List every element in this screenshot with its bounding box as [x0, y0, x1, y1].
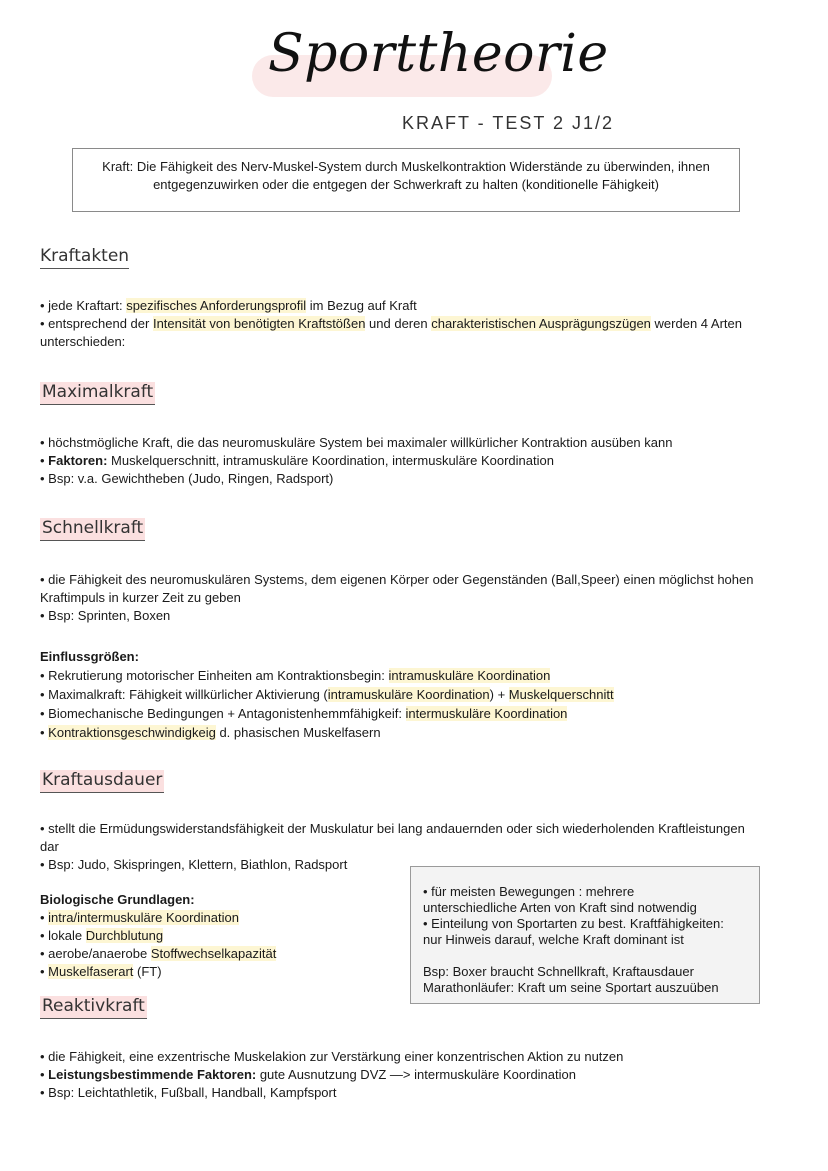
definition-line-1: Kraft: Die Fähigkeit des Nerv-Muskel-System durch Muskelkontraktion Widerstände zu überwinden, ihnen: [102, 159, 710, 174]
list-item: • die Fähigkeit des neuromuskulären Systems, dem eigenen Körper oder Gegenständen (Ball,Speer) einen möglichst hohen: [40, 572, 754, 587]
section-schnellkraft: [40, 518, 145, 538]
note-line: Bsp: Boxer braucht Schnellkraft, Kraftausdauer: [423, 964, 694, 979]
section-maximalkraft: [40, 382, 155, 402]
note-line: • Einteilung von Sportarten zu best. Kraftfähigkeiten:: [423, 916, 724, 931]
note-box: [410, 866, 760, 1004]
sub-heading: Einflussgrößen:: [40, 649, 139, 664]
list-item: • Rekrutierung motorischer Einheiten am Kontraktionsbegin: intramuskuläre Koordination: [40, 668, 551, 683]
list-item-continuation: Kraftimpuls in kurzer Zeit zu geben: [40, 590, 241, 605]
list-item: • stellt die Ermüdungswiderstandsfähigkeit der Muskulatur bei lang andauernden oder sich wiederholenden Kraftleistungen: [40, 821, 745, 836]
list-item: • Bsp: v.a. Gewichtheben (Judo, Ringen, Radsport): [40, 471, 334, 486]
list-item: • aerobe/anaerobe Stoffwechselkapazität: [40, 946, 277, 961]
page-subtitle: KRAFT - TEST 2 J1/2: [402, 113, 615, 133]
list-item: • Kontraktionsgeschwindigkeig d. phasischen Muskelfasern: [40, 725, 381, 740]
definition-box: [72, 148, 740, 212]
maximalkraft-body: [40, 434, 800, 488]
list-item: • Muskelfaserart (FT): [40, 964, 162, 979]
section-kraftausdauer: [40, 770, 164, 790]
list-item: • jede Kraftart: spezifisches Anforderungsprofil im Bezug auf Kraft: [40, 298, 417, 313]
note-line: • für meisten Bewegungen : mehrere: [423, 884, 635, 899]
section-heading: Kraftakten: [40, 246, 129, 269]
section-reaktivkraft: [40, 996, 147, 1016]
reaktivkraft-body: [40, 1048, 800, 1102]
biologische-grundlagen: [40, 891, 400, 981]
list-item: • Bsp: Judo, Skispringen, Klettern, Biathlon, Radsport: [40, 857, 348, 872]
einflussgroessen: [40, 648, 800, 742]
list-item-continuation: unterschieden:: [40, 334, 126, 349]
note-line: unterschiedliche Arten von Kraft sind notwendig: [423, 900, 697, 915]
list-item: • Bsp: Sprinten, Boxen: [40, 608, 171, 623]
list-item-continuation: dar: [40, 839, 59, 854]
list-item: • lokale Durchblutung: [40, 928, 164, 943]
list-item: • Leistungsbestimmende Faktoren: gute Ausnutzung DVZ —> intermuskuläre Koordination: [40, 1067, 576, 1082]
page-title: Sporttheorie: [268, 24, 609, 84]
list-item: • entsprechend der Intensität von benötigten Kraftstößen und deren charakteristischen Ausprägungszügen werden 4 Arten: [40, 316, 742, 331]
section-heading: Schnellkraft: [40, 518, 145, 541]
kraftakten-body: [40, 297, 800, 351]
section-heading: Kraftausdauer: [40, 770, 164, 793]
list-item: • Biomechanische Bedingungen + Antagonistenhemmfähigkeif: intermuskuläre Koordination: [40, 706, 568, 721]
list-item: • Faktoren: Muskelquerschnitt, intramuskuläre Koordination, intermuskuläre Koordination: [40, 453, 554, 468]
list-item: • Maximalkraft: Fähigkeit willkürlicher Aktivierung (intramuskuläre Koordination) + Muskelquerschnitt: [40, 687, 614, 702]
note-line: Marathonläufer: Kraft um seine Sportart auszuüben: [423, 980, 719, 995]
definition-line-2: entgegenzuwirken oder die entgegen der Schwerkraft zu halten (konditionelle Fähigkeit): [153, 177, 659, 192]
list-item: • intra/intermuskuläre Koordination: [40, 910, 239, 925]
section-kraftakten: [40, 246, 129, 266]
list-item: • höchstmögliche Kraft, die das neuromuskuläre System bei maximaler willkürlicher Kontraktion ausüben kann: [40, 435, 673, 450]
section-heading: Reaktivkraft: [40, 996, 147, 1019]
schnellkraft-body: [40, 571, 800, 625]
note-line: nur Hinweis darauf, welche Kraft dominant ist: [423, 932, 684, 947]
list-item: • Bsp: Leichtathletik, Fußball, Handball, Kampfsport: [40, 1085, 337, 1100]
list-item: • die Fähigkeit, eine exzentrische Muskelakion zur Verstärkung einer konzentrischen Aktion zu nutzen: [40, 1049, 624, 1064]
sub-heading: Biologische Grundlagen:: [40, 892, 195, 907]
section-heading: Maximalkraft: [40, 382, 155, 405]
